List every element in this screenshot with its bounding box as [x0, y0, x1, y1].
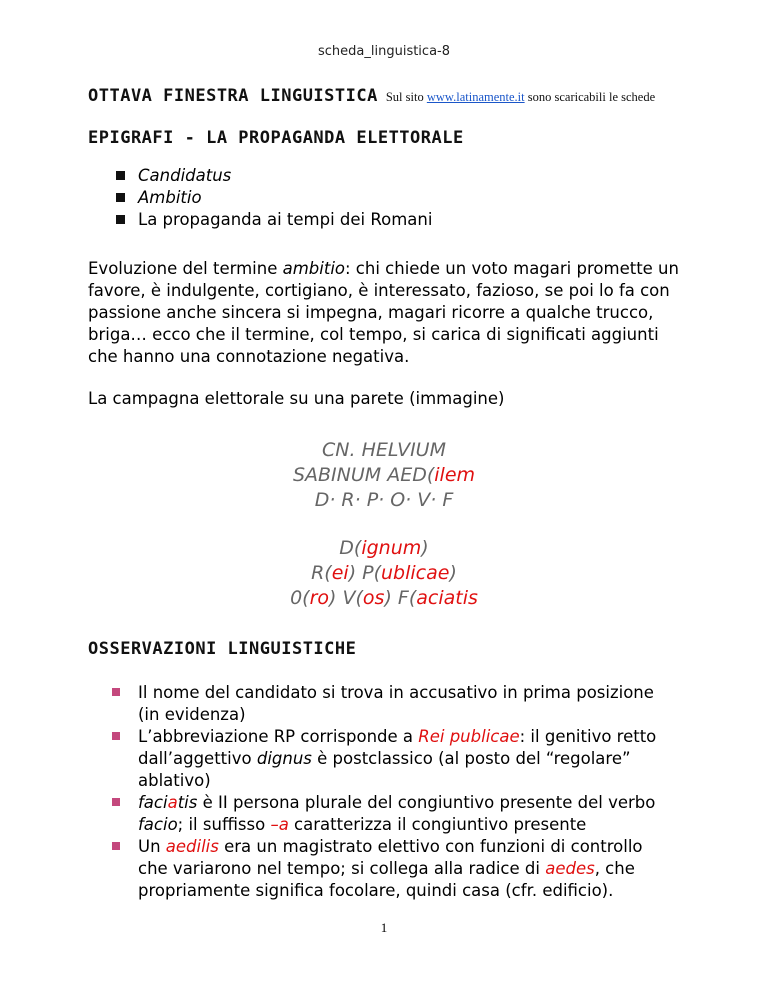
- page-header: scheda_linguistica-8: [318, 44, 450, 59]
- site-link[interactable]: www.latinamente.it: [426, 90, 525, 104]
- inscription-expansion: D(ignum) R(ei) P(ublicae) 0(ro) V(os) F(aciatis: [290, 537, 478, 609]
- section-heading-osservazioni: OSSERVAZIONI LINGUISTICHE: [88, 639, 357, 659]
- list-item: L’abbreviazione RP corrisponde a Rei publicae: il genitivo retto dall’aggettivo dignus è postclassico (al posto del “regolare” ablativo): [110, 726, 670, 792]
- list-item: Ambitio: [116, 187, 432, 209]
- section-heading-epigrafi: EPIGRAFI - LA PROPAGANDA ELETTORALE: [88, 128, 464, 148]
- square-bullet-icon: [116, 171, 125, 180]
- evolution-paragraph: Evoluzione del termine ambitio: chi chiede un voto magari promette un favore, è indulgente, cortigiano, è interessato, fazioso, se poi lo fa con passione anche sincera si impegna, magari ricorre a qualche trucco, briga… ecco che il termine, col tempo, si carica di significati aggiunti che hanno una connotazione negativa.: [88, 259, 679, 366]
- inscription-text: CN. HELVIUM SABINUM AED(ilem D· R· P· O· V· F: [292, 439, 476, 511]
- list-item: Un aedilis era un magistrato elettivo con funzioni di controllo che variarono nel tempo; si collega alla radice di aedes, che propriamente significa focolare, quindi casa (cfr. edificio).: [110, 836, 670, 902]
- title-row: [88, 86, 655, 106]
- square-bullet-icon: [112, 842, 120, 850]
- page-title: OTTAVA FINESTRA LINGUISTICA: [88, 86, 378, 106]
- campaign-paragraph: La campagna elettorale su una parete (immagine): [88, 389, 505, 408]
- square-bullet-icon: [112, 688, 120, 696]
- page-number: 1: [380, 920, 388, 935]
- list-item: La propaganda ai tempi dei Romani: [116, 209, 432, 231]
- list-item: Il nome del candidato si trova in accusativo in prima posizione (in evidenza): [110, 682, 670, 726]
- square-bullet-icon: [116, 193, 125, 202]
- observations-list: [110, 682, 670, 902]
- square-bullet-icon: [116, 215, 125, 224]
- topic-list: [116, 165, 432, 231]
- download-note: Sul sito www.latinamente.it sono scaricabili le schede: [385, 90, 656, 104]
- list-item: Candidatus: [116, 165, 432, 187]
- square-bullet-icon: [112, 798, 120, 806]
- square-bullet-icon: [112, 732, 120, 740]
- list-item: faciatis è II persona plurale del congiuntivo presente del verbo facio; il suffisso –a caratterizza il congiuntivo presente: [110, 792, 670, 836]
